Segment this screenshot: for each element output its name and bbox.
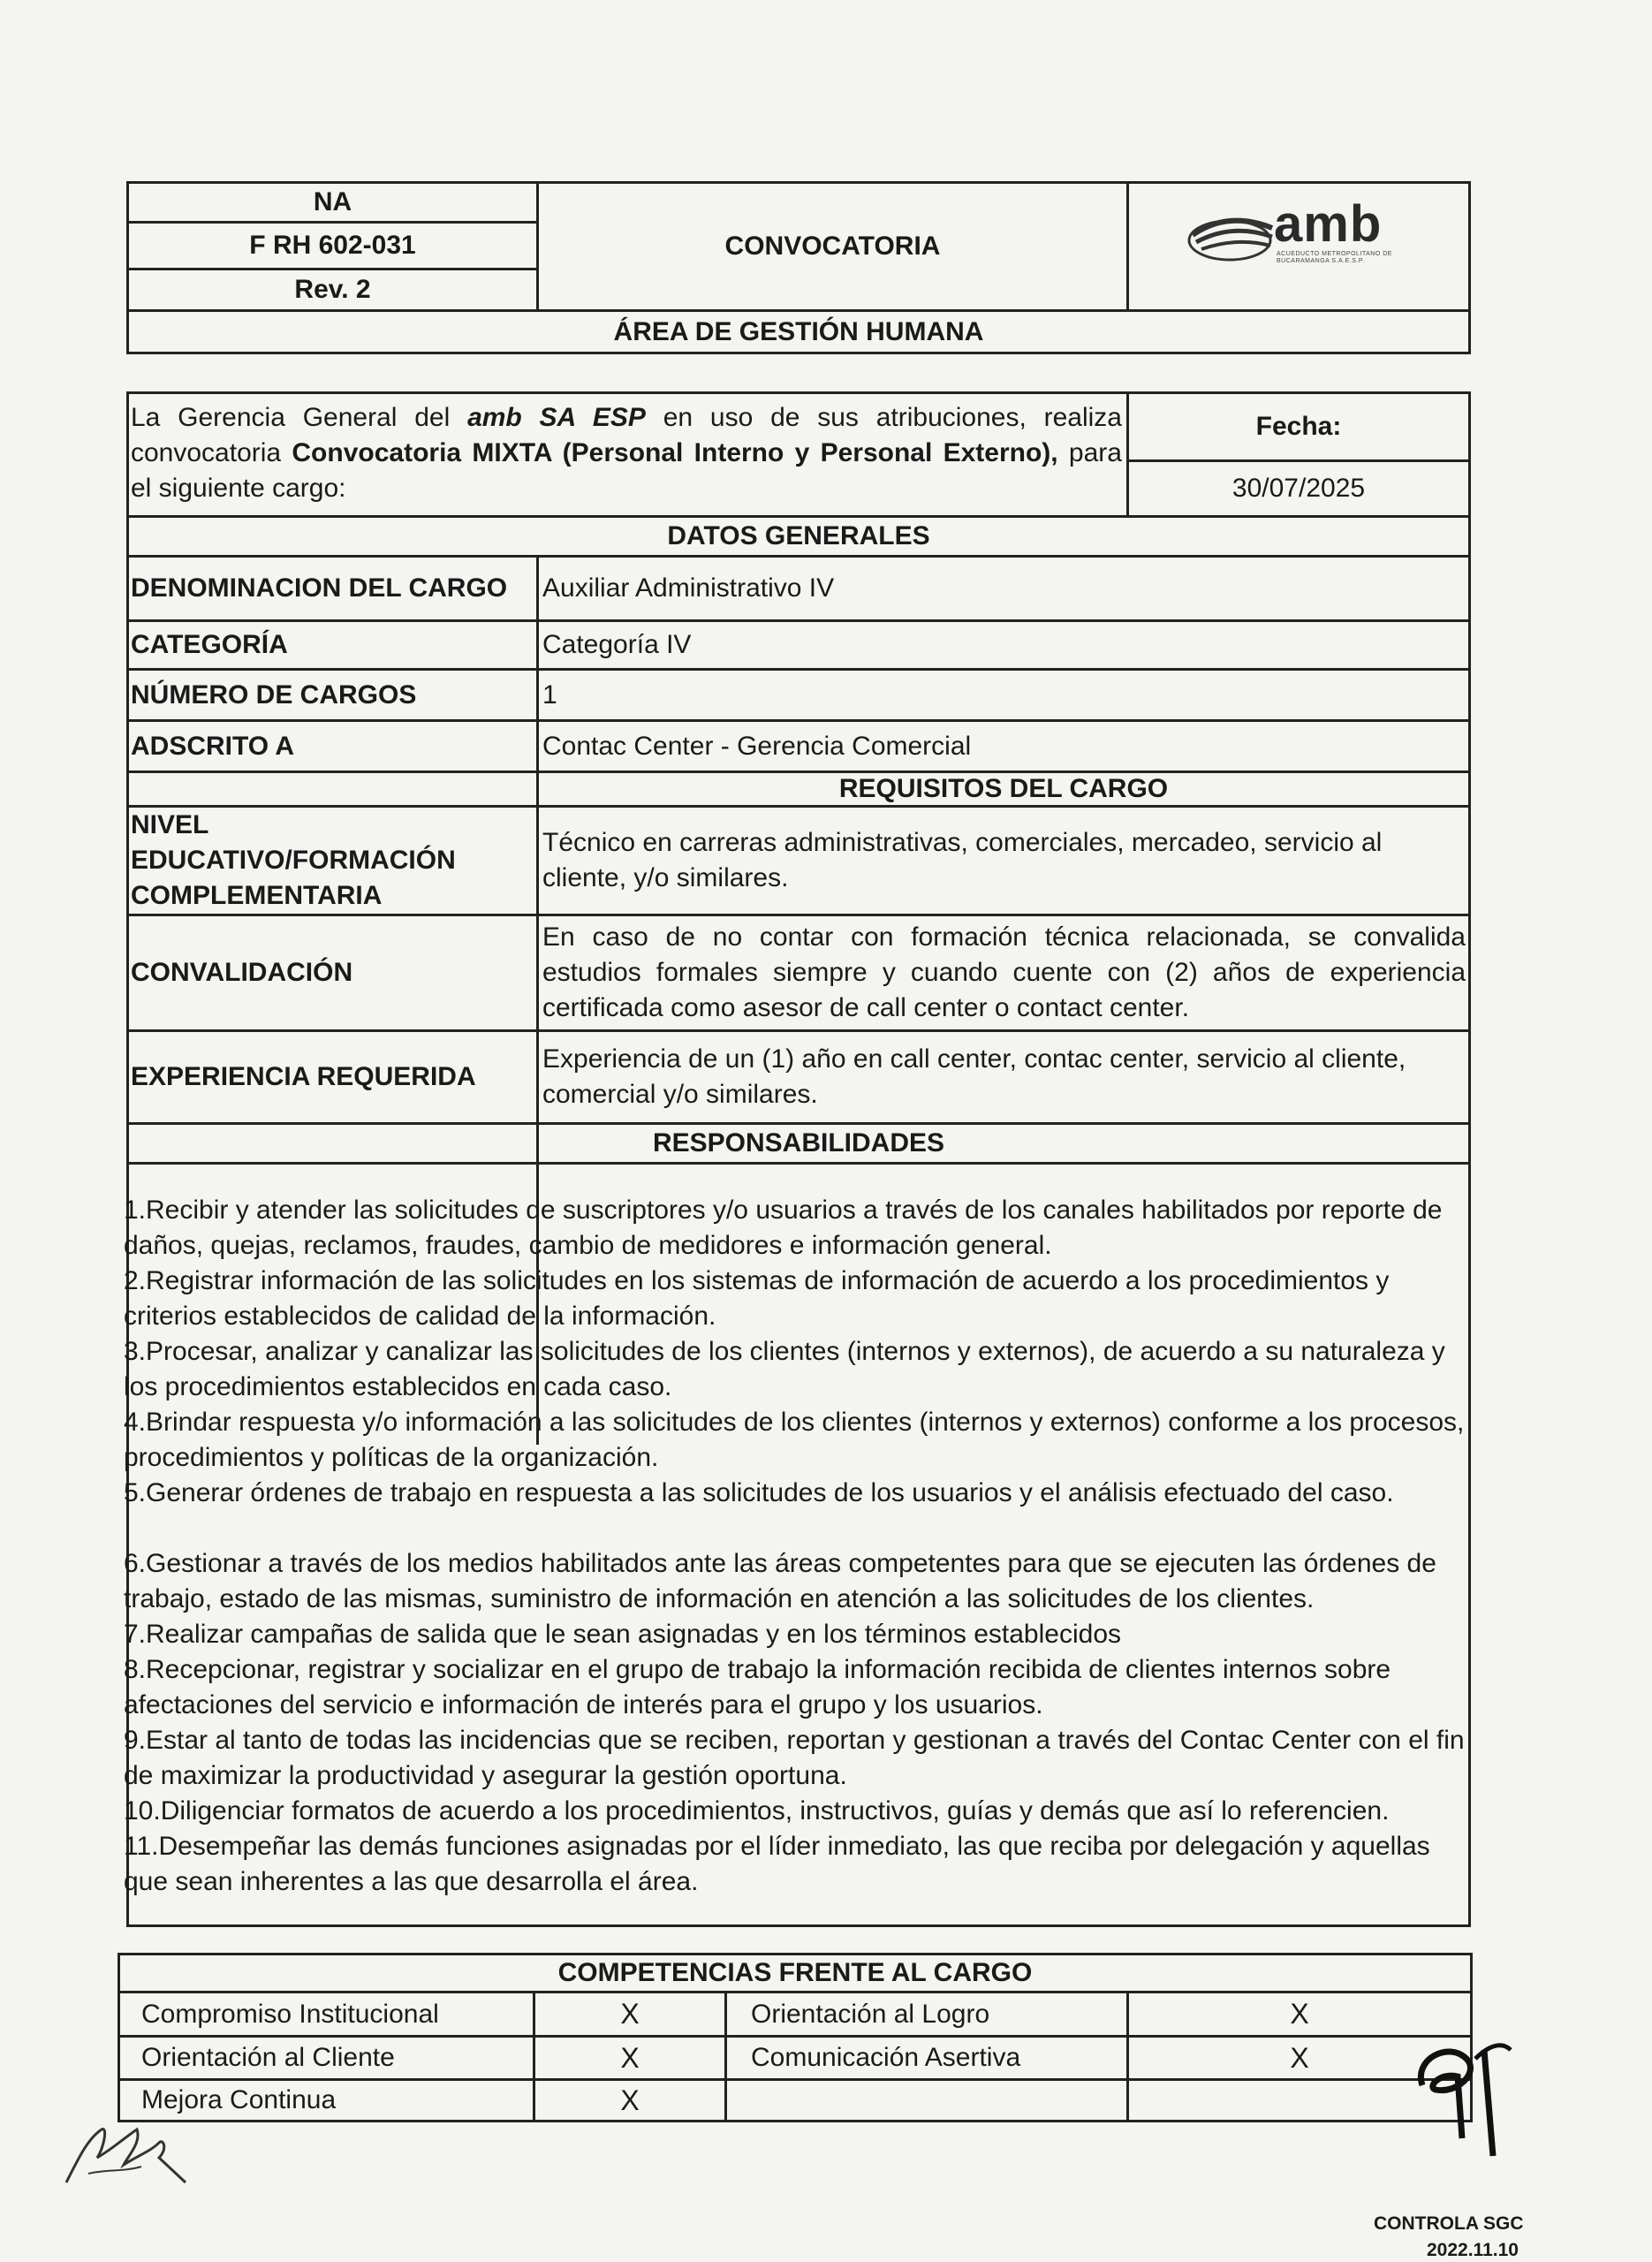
header-revision: Rev. 2 xyxy=(294,275,371,304)
datos-row-label: DENOMINACION DEL CARGO xyxy=(131,573,508,603)
responsabilidad-item: 3.Procesar, analizar y canalizar las solicitudes de los clientes (internos y externos), de acuerdo a su naturaleza y los procedimientos establecidos en cada caso. xyxy=(124,1337,1445,1401)
responsabilidad-item: 11.Desempeñar las demás funciones asignadas por el líder inmediato, las que reciba por delegación y aquellas que sean inherentes a las que desarrolla el área. xyxy=(124,1832,1430,1896)
competencia-mark: X xyxy=(620,2041,640,2074)
datos-row-label: ADSCRITO A xyxy=(131,731,295,761)
responsabilidades-list xyxy=(124,1193,1475,1900)
intro-text-2: en uso de sus atribuciones, realiza convocatoria xyxy=(131,403,1122,467)
responsabilidad-item: 9.Estar al tanto de todas las incidencias que se reciben, reportan y gestionan a través del Contac Center con el fin de maximizar la productividad y asegurar la gestión oportuna. xyxy=(124,1726,1465,1790)
nivel-label-line: COMPLEMENTARIA xyxy=(131,881,383,910)
competencia-label: Orientación al Logro xyxy=(751,1999,990,2029)
logo-wordmark: amb xyxy=(1274,195,1383,253)
nivel-label xyxy=(131,808,536,914)
date-value: 30/07/2025 xyxy=(1231,474,1366,503)
logo-subtext: ACUEDUCTO METROPOLITANO DE BUCARAMANGA S.A.E.S.P. xyxy=(1277,251,1392,264)
experiencia-value: Experiencia de un (1) año en call center, contac center, servicio al cliente, comercial y/o similares. xyxy=(542,1044,1406,1109)
competencias-title: COMPETENCIAS FRENTE AL CARGO xyxy=(557,1958,1033,1987)
handwritten-signature-left xyxy=(53,2103,194,2200)
competencia-mark: X xyxy=(1290,1998,1309,2030)
responsabilidad-item: 5.Generar órdenes de trabajo en respuesta a las solicitudes de los usuarios y el análisis efectuado del caso. xyxy=(124,1478,1394,1507)
convalidacion-value: En caso de no contar con formación técnica relacionada, se convalida estudios formales siempre y cuando cuente con (2) años de experiencia certificada como asesor de call center o contact center. xyxy=(542,922,1466,1022)
intro-text-3: para el siguiente cargo: xyxy=(131,438,1122,503)
date-label: Fecha: xyxy=(1255,412,1342,441)
responsabilidad-item: 4.Brindar respuesta y/o información a las solicitudes de los clientes (internos y externos) conforme a los procesos, procedimientos y políticas de la organización. xyxy=(124,1408,1465,1472)
competencia-mark: X xyxy=(620,2084,640,2116)
responsabilidad-item: 1.Recibir y atender las solicitudes de suscriptores y/o usuarios a través de los canales habilitados por reporte de daños, quejas, reclamos, fraudes, cambio de medidores e información general. xyxy=(124,1196,1443,1260)
intro-text-1: La Gerencia General del xyxy=(131,403,468,432)
competencia-label: Mejora Continua xyxy=(141,2085,337,2114)
datos-generales-title: DATOS GENERALES xyxy=(667,521,930,550)
competencia-label: Comunicación Asertiva xyxy=(751,2043,1021,2072)
header-form-code: F RH 602-031 xyxy=(249,231,416,260)
nivel-label-line: EDUCATIVO/FORMACIÓN xyxy=(131,846,456,875)
footer-controla: CONTROLA SGC xyxy=(1374,2213,1524,2234)
datos-row-label: NÚMERO DE CARGOS xyxy=(131,679,417,710)
header-code-na: NA xyxy=(313,187,352,216)
experiencia-label: EXPERIENCIA REQUERIDA xyxy=(131,1062,476,1091)
requisitos-title: REQUISITOS DEL CARGO xyxy=(838,774,1169,803)
intro-type: Convocatoria MIXTA (Personal Interno y Personal Externo), xyxy=(292,438,1058,467)
responsabilidad-item: 6.Gestionar a través de los medios habilitados ante las áreas competentes para que se ejecuten las órdenes de trabajo, estado de las mismas, suministro de información en atención a las solicitudes de los clientes. xyxy=(124,1549,1436,1613)
header-area: ÁREA DE GESTIÓN HUMANA xyxy=(613,316,984,346)
footer-date: 2022.11.10 xyxy=(1427,2240,1519,2260)
competencia-label: Compromiso Institucional xyxy=(141,1999,439,2029)
responsabilidades-title: RESPONSABILIDADES xyxy=(652,1128,945,1158)
nivel-label-line: NIVEL xyxy=(131,810,209,839)
responsabilidad-item: 7.Realizar campañas de salida que le sean asignadas y en los términos establecidos xyxy=(124,1620,1121,1649)
datos-row-value: Contac Center - Gerencia Comercial xyxy=(542,731,972,761)
responsabilidad-item: 10.Diligenciar formatos de acuerdo a los procedimientos, instructivos, guías y demás que así lo referencien. xyxy=(124,1796,1390,1826)
responsabilidad-item: 8.Recepcionar, registrar y socializar en el grupo de trabajo la información recibida de clientes internos sobre afectaciones del servicio e información de interés para el grupo y los usuarios. xyxy=(124,1655,1391,1719)
convalidacion-label: CONVALIDACIÓN xyxy=(131,958,353,987)
nivel-value: Técnico en carreras administrativas, comerciales, mercadeo, servicio al cliente, y/o similares. xyxy=(542,828,1383,892)
handwritten-initials-right xyxy=(1405,2032,1537,2165)
intro-company: amb SA ESP xyxy=(467,403,646,432)
competencia-mark: X xyxy=(1290,2041,1309,2074)
header-doc-type: CONVOCATORIA xyxy=(724,232,941,261)
intro-paragraph xyxy=(131,400,1122,511)
datos-row-label: CATEGORÍA xyxy=(131,630,288,659)
datos-row-value: Categoría IV xyxy=(542,630,692,659)
datos-row-value: Auxiliar Administrativo IV xyxy=(542,573,835,603)
datos-row-value: 1 xyxy=(542,679,557,710)
responsabilidad-item: 2.Registrar información de las solicitudes en los sistemas de información de acuerdo a los procedimientos y criterios establecidos de calidad de la información. xyxy=(124,1266,1390,1331)
competencia-mark: X xyxy=(620,1998,640,2030)
competencia-label: Orientación al Cliente xyxy=(141,2043,395,2072)
competencia-label xyxy=(751,2081,1126,2120)
